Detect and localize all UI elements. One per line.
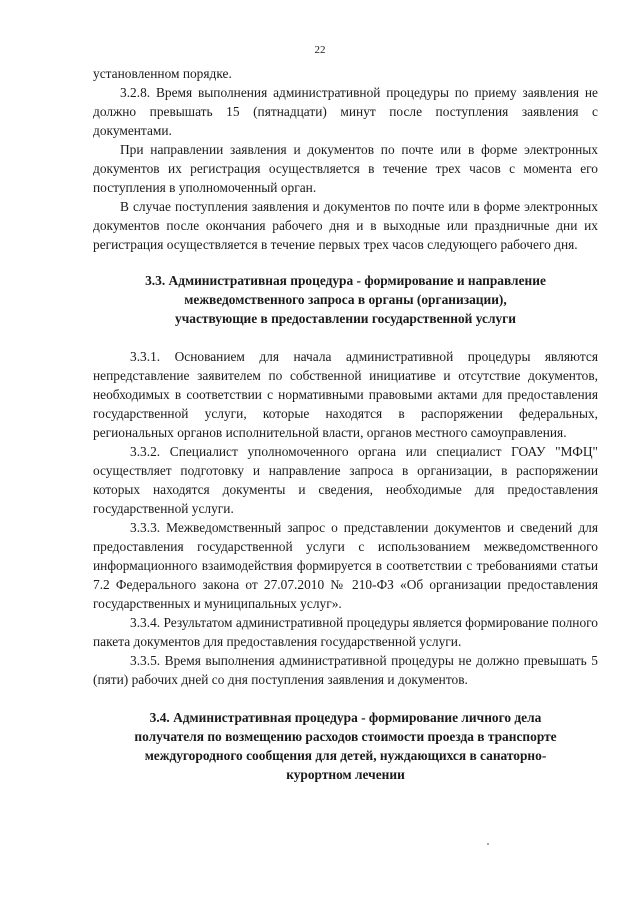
scan-speck [487,843,489,845]
paragraph-3-3-3: 3.3.3. Межведомственный запрос о представлении документов и сведений для предоставления государственной услуги с использованием межведомственного информационного взаимодействия формируется в соответствии с требованиями статьи 7.2 Федерального закона от 27.07.2010 № 210-ФЗ «Об организации предоставления государственных и муниципальных услуг». [93,520,598,611]
section-3-3-heading [93,271,598,328]
section-heading-line: курортном лечении [286,767,405,782]
section-3-4-heading [93,708,598,784]
section-heading-line: получателя по возмещению расходов стоимости проезда в транспорте [134,729,557,744]
section-heading-line: межведомственного запроса в органы (организации), [184,292,507,307]
paragraph-3-3-4: 3.3.4. Результатом административной процедуры является формирование полного пакета документов для предоставления государственной услуги. [93,615,598,649]
paragraph-3-2-8: 3.2.8. Время выполнения административной процедуры по приему заявления не должно превышать 15 (пятнадцати) минут после поступления заявления с документами. [93,85,598,138]
paragraph-3-3-2: 3.3.2. Специалист уполномоченного органа или специалист ГОАУ "МФЦ" осуществляет подготовку и направление запроса в организации, в распоряжении которых находятся документы и сведения, необходимые для предоставления государственной услуги. [93,444,598,516]
section-heading-line: 3.4. Административная процедура - формирование личного дела [149,710,542,725]
section-heading-line: 3.3. Административная процедура - формирование и направление [145,273,546,288]
paragraph-mail-registration: При направлении заявления и документов по почте или в форме электронных документов их регистрация осуществляется в течение трех часов с момента его поступления в уполномоченный орган. [93,142,598,195]
page-number: 22 [314,44,326,56]
paragraph-after-hours-registration: В случае поступления заявления и документов по почте или в форме электронных документов после окончания рабочего дня и в выходные или праздничные дни их регистрация осуществляется в течение первых трех часов следующего рабочего дня. [93,199,598,252]
section-heading-line: участвующие в предоставлении государственной услуги [175,311,516,326]
paragraph-continuation: установленном порядке. [93,66,232,81]
paragraph-3-3-1: 3.3.1. Основанием для начала административной процедуры являются непредставление заявителем по собственной инициативе и отсутствие документов, необходимых в соответствии с нормативными правовыми актами для предоставления государственной услуги, которые находятся в распоряжении федеральных, региональных органов исполнительной власти, органов местного самоуправления. [93,349,598,440]
section-heading-line: междугородного сообщения для детей, нуждающихся в санаторно- [144,748,547,763]
document-body [93,64,598,784]
paragraph-3-3-5: 3.3.5. Время выполнения административной процедуры не должно превышать 5 (пяти) рабочих дней со дня поступления заявления и документов. [93,653,598,687]
